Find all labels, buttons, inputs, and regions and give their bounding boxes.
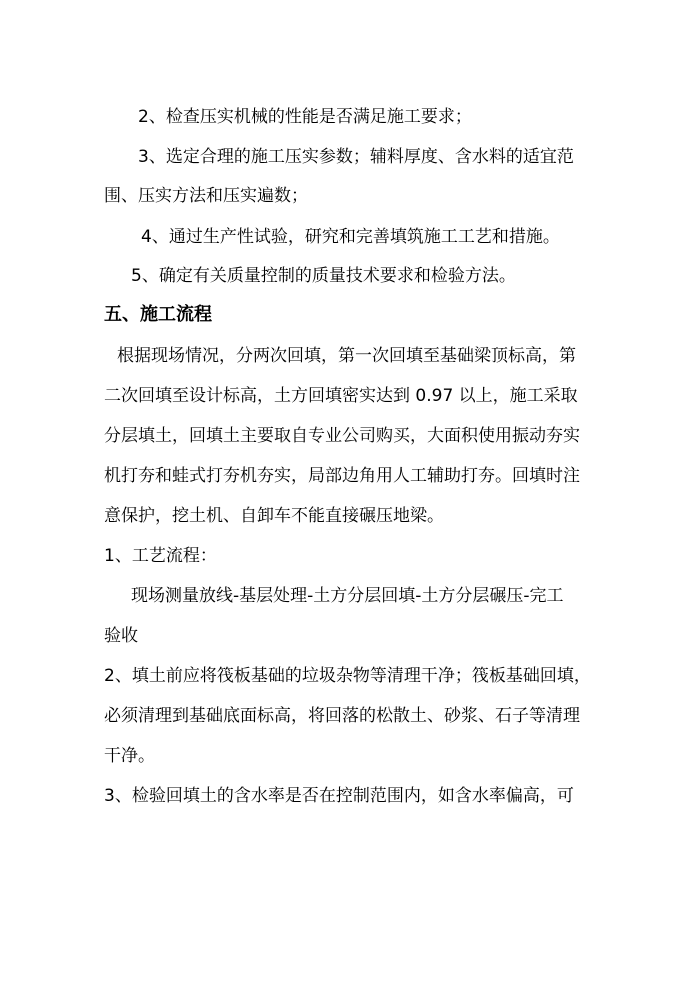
list-item-4-production-test: 4、通过生产性试验，研究和完善填筑施工工艺和措施。	[141, 227, 560, 247]
list-item-3-continuation: 围、压实方法和压实遍数；	[104, 186, 308, 206]
list-item-2-check-machinery: 2、检查压实机械的性能是否满足施工要求；	[138, 107, 472, 127]
process-flow-line-1: 现场测量放线-基层处理-土方分层回填-土方分层碾压-完工	[131, 586, 564, 606]
paragraph-line-2: 二次回填至设计标高，土方回填密实达到 0.97 以上，施工采取	[104, 386, 578, 406]
section-heading-construction-process: 五、施工流程	[104, 304, 212, 325]
list-item-5-quality-requirements: 5、确定有关质量控制的质量技术要求和检验方法。	[131, 266, 516, 286]
subheading-process-flow: 1、工艺流程：	[104, 546, 217, 566]
step-2-line-3: 干净。	[104, 746, 155, 766]
list-item-3-select-parameters: 3、选定合理的施工压实参数；辅料厚度、含水料的适宜范	[138, 147, 574, 167]
paragraph-line-4: 机打夯和蛙式打夯机夯实，局部边角用人工辅助打夯。回填时注	[104, 466, 580, 486]
step-2-line-1: 2、填土前应将筏板基础的垃圾杂物等清理干净；筏板基础回填，	[104, 666, 591, 686]
paragraph-line-3: 分层填土，回填土主要取自专业公司购买，大面积使用振动夯实	[104, 426, 580, 446]
paragraph-line-1: 根据现场情况，分两次回填，第一次回填至基础梁顶标高，第	[117, 346, 576, 366]
process-flow-line-2: 验收	[104, 626, 138, 646]
step-2-line-2: 必须清理到基础底面标高，将回落的松散土、砂浆、石子等清理	[104, 706, 580, 726]
step-3-line-1: 3、检验回填土的含水率是否在控制范围内，如含水率偏高，可	[104, 786, 574, 806]
paragraph-line-5: 意保护，挖土机、自卸车不能直接碾压地梁。	[104, 506, 444, 526]
